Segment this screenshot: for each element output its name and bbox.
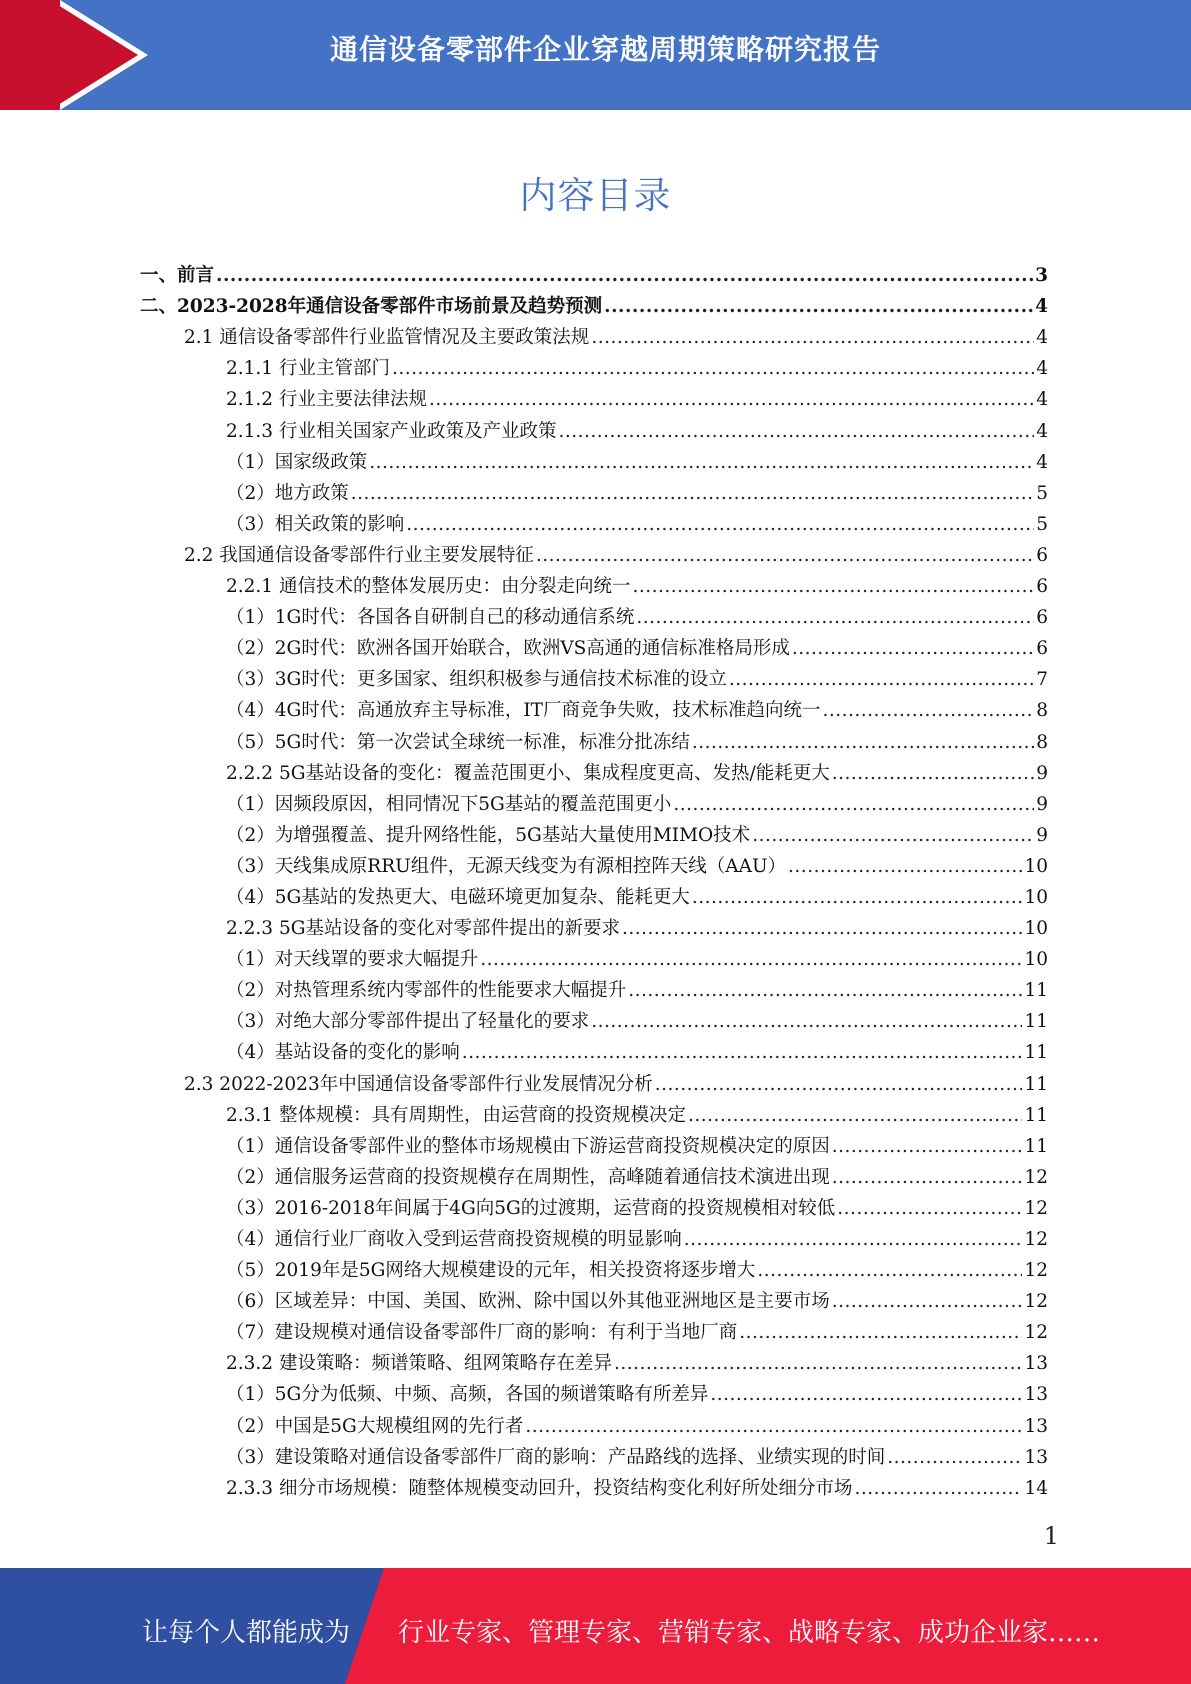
toc-entry-label: （1）通信设备零部件业的整体市场规模由下游运营商投资规模决定的原因	[226, 1135, 830, 1157]
toc-entry[interactable]	[140, 1375, 1048, 1406]
toc-entry[interactable]	[140, 909, 1048, 940]
toc-entry[interactable]	[140, 474, 1048, 505]
toc-entry[interactable]	[140, 1469, 1048, 1500]
toc-entry-page: 13	[1024, 1353, 1048, 1375]
toc-entry-label: （3）3G时代：更多国家、组织积极参与通信技术标准的设立	[226, 669, 727, 691]
toc-entry-page: 4	[1036, 327, 1048, 349]
toc-entry-label: （5）2019年是5G网络大规模建设的元年，相关投资将逐步增大	[226, 1260, 756, 1282]
toc-entry-label: 2.3.3 细分市场规模：随整体规模变动回升，投资结构变化利好所处细分市场	[226, 1477, 853, 1499]
toc-leader-dots	[216, 265, 1033, 287]
toc-entry-page: 9	[1036, 824, 1048, 846]
toc-leader-dots	[692, 732, 1034, 754]
toc-entry-label: （1）因频段原因，相同情况下5G基站的覆盖范围更小	[226, 793, 672, 815]
toc-entry[interactable]	[140, 256, 1048, 287]
toc-entry[interactable]	[140, 1438, 1048, 1469]
toc-entry-page: 11	[1024, 1011, 1048, 1033]
toc-title: 内容目录	[519, 174, 672, 217]
toc-entry-label: （3）对绝大部分零部件提出了轻量化的要求	[226, 1011, 590, 1033]
toc-entry-label: （2）地方政策	[226, 482, 349, 504]
toc-entry-page: 9	[1036, 793, 1048, 815]
header-title: 通信设备零部件企业穿越周期策略研究报告	[329, 33, 881, 66]
toc-leader-dots	[604, 296, 1033, 318]
toc-entry-page: 4	[1036, 420, 1048, 442]
toc-leader-dots	[832, 1167, 1023, 1189]
toc-entry-label: 2.2.2 5G基站设备的变化：覆盖范围更小、集成程度更高、发热/能耗更大	[226, 762, 830, 784]
toc-entry[interactable]	[140, 940, 1048, 971]
toc-leader-dots	[406, 514, 1034, 536]
toc-entry-label: （2）通信服务运营商的投资规模存在周期性，高峰随着通信技术演进出现	[226, 1166, 830, 1188]
toc-entry-page: 9	[1036, 762, 1048, 784]
toc-leader-dots	[622, 918, 1022, 940]
toc-entry[interactable]	[140, 1158, 1048, 1189]
toc-leader-dots	[369, 452, 1034, 474]
toc-entry[interactable]	[140, 411, 1048, 442]
toc-leader-dots	[739, 1322, 1022, 1344]
toc-entry-label: （6）区域差异：中国、美国、欧洲、除中国以外其他亚洲地区是主要市场	[226, 1291, 830, 1313]
toc-entry-label: 2.1.2 行业主要法律法规	[226, 389, 427, 411]
toc-entry-page: 13	[1024, 1415, 1048, 1437]
toc-entry-page: 4	[1036, 389, 1048, 411]
toc-leader-dots	[636, 607, 1034, 629]
toc-entry-page: 11	[1024, 1135, 1048, 1157]
toc-leader-dots	[710, 1384, 1022, 1406]
toc-entry[interactable]	[140, 443, 1048, 474]
toc-leader-dots	[614, 1353, 1022, 1375]
toc-entry-page: 5	[1036, 482, 1048, 504]
toc-entry[interactable]	[140, 505, 1048, 536]
toc-leader-dots	[351, 483, 1034, 505]
toc-entry-page: 6	[1036, 638, 1048, 660]
toc-leader-dots	[752, 825, 1034, 847]
header-banner	[0, 0, 1191, 110]
toc-leader-dots	[792, 638, 1034, 660]
toc-entry-label: （7）建设规模对通信设备零部件厂商的影响：有利于当地厂商	[226, 1322, 738, 1344]
toc-entry[interactable]	[140, 1189, 1048, 1220]
toc-entry-page: 10	[1024, 855, 1048, 877]
toc-entry[interactable]	[140, 1220, 1048, 1251]
toc-leader-dots	[854, 1478, 1022, 1500]
toc-entry-label: 二、2023-2028年通信设备零部件市场前景及趋势预测	[140, 296, 603, 318]
toc-entry-label: 2.2.3 5G基站设备的变化对零部件提出的新要求	[226, 918, 621, 940]
toc-leader-dots	[832, 763, 1034, 785]
toc-entry-label: （3）天线集成原RRU组件，无源天线变为有源相控阵天线（AAU）	[226, 855, 787, 877]
toc-entry[interactable]	[140, 816, 1048, 847]
toc-entry-label: 2.1.1 行业主管部门	[226, 358, 390, 380]
toc-leader-dots	[788, 856, 1022, 878]
toc-leader-dots	[837, 1198, 1022, 1220]
toc-entry-page: 11	[1024, 980, 1048, 1002]
toc-entry-page: 12	[1024, 1166, 1048, 1188]
toc-entry-page: 5	[1036, 513, 1048, 535]
toc-entry[interactable]	[140, 598, 1048, 629]
toc-leader-dots	[887, 1447, 1022, 1469]
toc-leader-dots	[628, 980, 1022, 1002]
table-of-contents	[140, 256, 1048, 1500]
toc-entry[interactable]	[140, 691, 1048, 722]
page-number: 1	[1043, 1522, 1059, 1550]
toc-entry-page: 13	[1024, 1446, 1048, 1468]
toc-entry[interactable]	[140, 1096, 1048, 1127]
toc-entry-label: （3）相关政策的影响	[226, 513, 405, 535]
toc-entry[interactable]	[140, 1251, 1048, 1282]
toc-entry-page: 10	[1024, 886, 1048, 908]
toc-entry[interactable]	[140, 567, 1048, 598]
toc-entry-label: 2.2 我国通信设备零部件行业主要发展特征	[184, 544, 534, 566]
toc-entry[interactable]	[140, 1313, 1048, 1344]
toc-entry-label: （2）为增强覆盖、提升网络性能，5G基站大量使用MIMO技术	[226, 824, 751, 846]
toc-entry[interactable]	[140, 660, 1048, 691]
toc-entry-page: 10	[1024, 918, 1048, 940]
toc-entry[interactable]	[140, 1064, 1048, 1095]
toc-entry[interactable]	[140, 754, 1048, 785]
toc-entry[interactable]	[140, 1344, 1048, 1375]
footer-slogan-right: 行业专家、管理专家、营销专家、战略专家、成功企业家……	[398, 1618, 1101, 1648]
toc-entry[interactable]	[140, 629, 1048, 660]
toc-entry-label: （1）1G时代：各国各自研制自己的移动通信系统	[226, 607, 635, 629]
toc-entry[interactable]	[140, 1282, 1048, 1313]
toc-entry[interactable]	[140, 878, 1048, 909]
toc-entry-label: 2.1 通信设备零部件行业监管情况及主要政策法规	[184, 327, 590, 349]
toc-leader-dots	[462, 1042, 1023, 1064]
toc-entry-label: （1）国家级政策	[226, 451, 368, 473]
toc-entry-label: （1）5G分为低频、中频、高频，各国的频谱策略有所差异	[226, 1384, 709, 1406]
toc-entry-page: 3	[1035, 265, 1048, 287]
toc-entry-page: 11	[1024, 1073, 1048, 1095]
toc-leader-dots	[558, 421, 1034, 443]
footer-banner	[0, 1568, 1191, 1684]
toc-entry-page: 10	[1024, 949, 1048, 971]
toc-leader-dots	[692, 887, 1023, 909]
toc-entry-page: 12	[1024, 1229, 1048, 1250]
toc-leader-dots	[591, 1011, 1022, 1033]
toc-entry-label: （2）对热管理系统内零部件的性能要求大幅提升	[226, 980, 627, 1002]
toc-entry[interactable]	[140, 722, 1048, 753]
toc-entry[interactable]	[140, 847, 1048, 878]
toc-entry-label: （3）2016-2018年间属于4G向5G的过渡期，运营商的投资规模相对较低	[226, 1197, 836, 1219]
toc-leader-dots	[392, 358, 1034, 380]
toc-entry-page: 14	[1024, 1477, 1048, 1499]
toc-leader-dots	[822, 700, 1034, 722]
toc-entry-label: （4）基站设备的变化的影响	[226, 1042, 460, 1064]
toc-entry-page: 12	[1024, 1322, 1048, 1344]
toc-entry-page: 4	[1036, 358, 1048, 380]
toc-entry[interactable]	[140, 785, 1048, 816]
toc-entry-page: 11	[1024, 1104, 1048, 1126]
toc-entry-label: （3）建设策略对通信设备零部件厂商的影响：产品路线的选择、业绩实现的时间	[226, 1446, 886, 1468]
toc-leader-dots	[757, 1260, 1022, 1282]
toc-entry-label: （4）通信行业厂商收入受到运营商投资规模的明显影响	[226, 1229, 682, 1250]
toc-leader-dots	[684, 1229, 1023, 1251]
toc-leader-dots	[480, 949, 1022, 971]
toc-entry-page: 11	[1024, 1042, 1048, 1064]
toc-entry-page: 4	[1035, 296, 1048, 318]
toc-entry-page: 6	[1036, 607, 1048, 629]
toc-entry-page: 6	[1036, 544, 1048, 566]
toc-entry-page: 4	[1036, 451, 1048, 473]
toc-entry[interactable]	[140, 1033, 1048, 1064]
toc-entry-page: 12	[1024, 1260, 1048, 1282]
toc-entry-label: （2）2G时代：欧洲各国开始联合，欧洲VS高通的通信标准格局形成	[226, 638, 790, 660]
toc-leader-dots	[525, 1416, 1022, 1438]
toc-entry[interactable]	[140, 971, 1048, 1002]
toc-entry-label: （4）5G基站的发热更大、电磁环境更加复杂、能耗更大	[226, 886, 690, 908]
toc-entry-label: 2.1.3 行业相关国家产业政策及产业政策	[226, 420, 557, 442]
toc-entry-page: 12	[1024, 1291, 1048, 1313]
toc-entry-page: 13	[1024, 1384, 1048, 1406]
toc-leader-dots	[429, 389, 1034, 411]
toc-entry-label: （4）4G时代：高通放弃主导标准，IT厂商竞争失败，技术标准趋向统一	[226, 700, 821, 722]
toc-leader-dots	[632, 576, 1034, 598]
toc-entry-label: 2.3.1 整体规模：具有周期性，由运营商的投资规模决定	[226, 1104, 686, 1126]
toc-entry[interactable]	[140, 536, 1048, 567]
toc-entry-label: 2.3.2 建设策略：频谱策略、组网策略存在差异	[226, 1353, 612, 1375]
toc-entry[interactable]	[140, 318, 1048, 349]
toc-leader-dots	[655, 1074, 1023, 1096]
toc-leader-dots	[591, 327, 1034, 349]
toc-leader-dots	[832, 1291, 1023, 1313]
toc-leader-dots	[673, 794, 1034, 816]
toc-entry-label: （2）中国是5G大规模组网的先行者	[226, 1415, 524, 1437]
toc-entry-page: 7	[1036, 669, 1048, 691]
toc-entry[interactable]	[140, 349, 1048, 380]
toc-entry-page: 8	[1036, 731, 1048, 753]
toc-leader-dots	[832, 1136, 1023, 1158]
toc-entry-page: 6	[1036, 576, 1048, 598]
toc-entry-label: 一、前言	[140, 265, 215, 287]
toc-leader-dots	[729, 669, 1034, 691]
toc-entry-label: 2.2.1 通信技术的整体发展历史：由分裂走向统一	[226, 576, 631, 598]
toc-entry-label: （1）对天线罩的要求大幅提升	[226, 949, 479, 971]
toc-entry[interactable]	[140, 1127, 1048, 1158]
footer-slogan-left: 让每个人都能成为	[142, 1618, 351, 1648]
toc-entry-label: 2.3 2022-2023年中国通信设备零部件行业发展情况分析	[184, 1073, 653, 1095]
toc-entry-label: （5）5G时代：第一次尝试全球统一标准，标准分批冻结	[226, 731, 690, 753]
toc-entry[interactable]	[140, 1406, 1048, 1437]
toc-entry-page: 8	[1036, 700, 1048, 722]
toc-entry[interactable]	[140, 1002, 1048, 1033]
toc-entry[interactable]	[140, 380, 1048, 411]
toc-entry-page: 12	[1024, 1197, 1048, 1219]
toc-entry[interactable]	[140, 287, 1048, 318]
toc-leader-dots	[536, 545, 1034, 567]
toc-leader-dots	[688, 1105, 1022, 1127]
